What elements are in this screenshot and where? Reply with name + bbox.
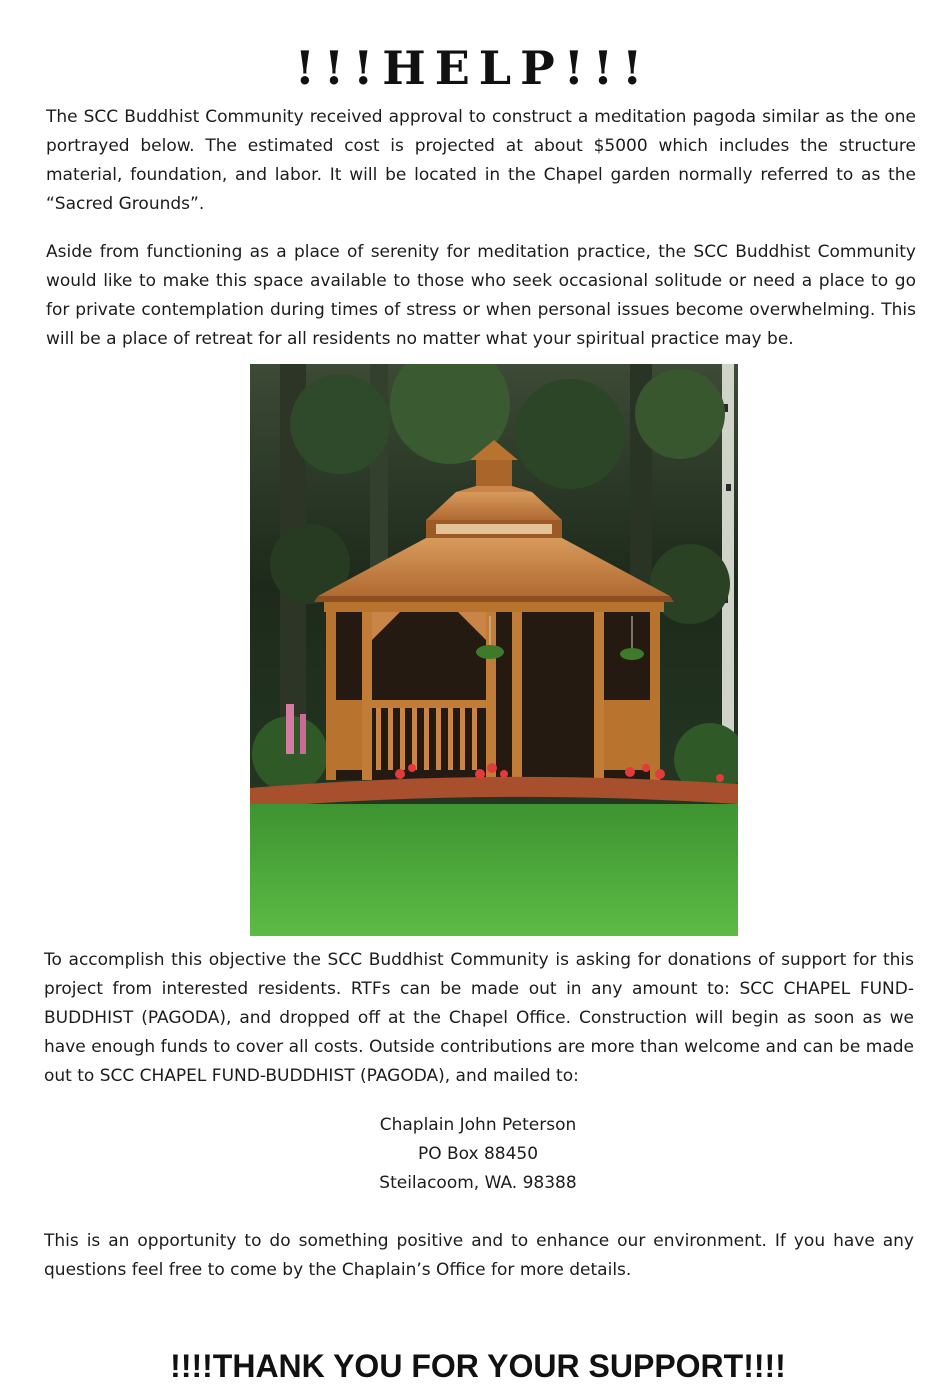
mailing-address	[0, 1111, 946, 1198]
page-title: !!!HELP!!!	[294, 41, 652, 95]
gazebo-photo	[250, 364, 738, 936]
thank-you-banner: !!!!THANK YOU FOR YOUR SUPPORT!!!!	[170, 1348, 786, 1384]
address-name: Chaplain John Peterson	[379, 1115, 577, 1135]
intro-paragraph: The SCC Buddhist Community received approval to construct a meditation pagoda similar as the one portrayed below. The estimated cost is projected at about $5000 which includes the structure material, foundation, and labor. It will be located in the Chapel garden normally referred to as the “Sacred Grounds”.	[46, 107, 916, 214]
donation-paragraph: To accomplish this objective the SCC Buddhist Community is asking for donations of support for this project from interested residents. RTFs can be made out in any amount to: SCC CHAPEL FUND-BUDDHIST (PAGODA), and dropped off at the Chapel Office. Construction will begin as soon as we have enough funds to cover all costs. Outside contributions are more than welcome and can be made out to SCC CHAPEL FUND-BUDDHIST (PAGODA), and mailed to:	[44, 950, 914, 1086]
address-city: Steilacoom, WA. 98388	[379, 1173, 577, 1193]
address-po-box: PO Box 88450	[417, 1144, 539, 1164]
closing-paragraph: This is an opportunity to do something positive and to enhance our environment. If you have any questions feel free to come by the Chaplain’s Office for more details.	[44, 1231, 914, 1280]
gazebo-photo-icon	[250, 364, 738, 936]
purpose-paragraph: Aside from functioning as a place of serenity for meditation practice, the SCC Buddhist Community would like to make this space available to those who seek occasional solitude or need a place to go for private contemplation during times of stress or when personal issues become overwhelming. This will be a place of retreat for all residents no matter what your spiritual practice may be.	[46, 242, 916, 349]
